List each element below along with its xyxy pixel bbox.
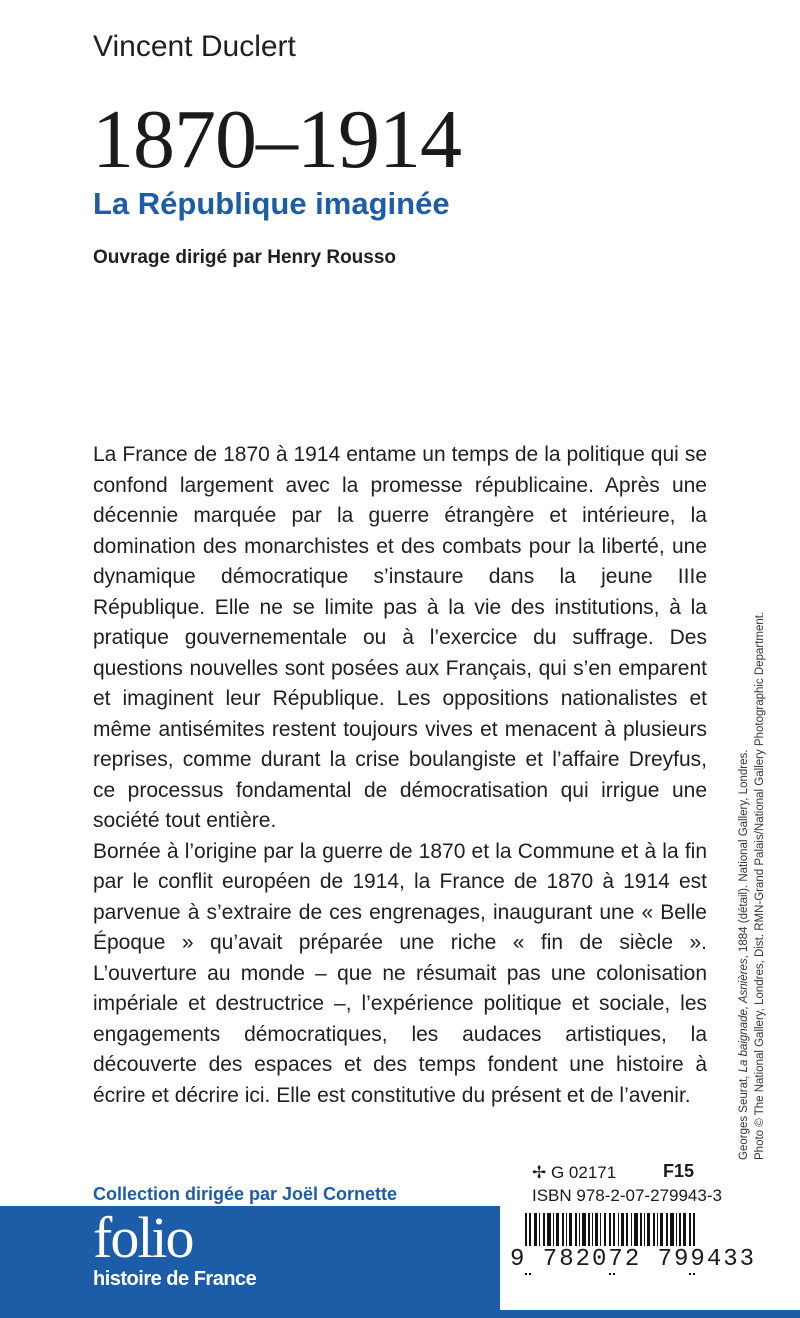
pen-icon: ✢ <box>532 1163 547 1182</box>
product-code-text: G 02171 <box>550 1163 617 1182</box>
back-cover-blurb <box>93 440 707 1111</box>
painting-title: La baignade, Asnières <box>738 958 750 1073</box>
credit-line: Photo © The National Gallery, Londres, Dist. RMN-Grand Palais/National Gallery Photographic Department. <box>754 611 766 1160</box>
credit-line <box>736 500 752 1160</box>
book-title-dates: 1870–1914 <box>92 93 461 186</box>
credit-text: Georges Seurat, <box>738 1072 750 1160</box>
blurb-paragraph: Bornée à l’origine par la guerre de 1870 et la Commune et à la fin par le conflit européen de 1914, la France de 1870 à 1914 est parvenue à s’extraire de ces engrenages, inaugurant une « Belle Époque » qu’avait préparée une riche « fin de siècle ». L’ouverture au monde – que ne résumait pas une colonisation impériale et destructrice –, l’expérience politique et sociale, les engagements démocratiques, les audaces artistiques, la découverte des espaces et des temps fondent une histoire à écrire et décrire ici. Elle est constitutive du présent et de l’avenir. <box>93 839 707 1107</box>
series-director: Ouvrage dirigé par Henry Rousso <box>93 247 397 268</box>
book-subtitle: La République imaginée <box>93 186 450 221</box>
isbn-number: ISBN 978-2-07-279943-3 <box>532 1186 722 1205</box>
collection-director: Collection dirigée par Joël Cornette <box>93 1184 398 1204</box>
series-name: histoire de France <box>93 1268 257 1290</box>
author-name: Vincent Duclert <box>93 30 296 63</box>
price-code: F15 <box>663 1161 695 1181</box>
folio-logo: folio <box>93 1205 193 1270</box>
blurb-paragraph: La France de 1870 à 1914 entame un temps de la politique qui se confond largement avec la promesse républicaine. Après une décennie marquée par la guerre étrangère et intérieure, la domination des monarchistes et des combats pour la liberté, une dynamique démocratique s’instaure dans la jeune IIIe République. Elle ne se limite pas à la vie des institutions, à la pratique gouvernementale ou à l’exercice du suffrage. Des questions nouvelles sont posées aux Français, qui s’en emparent et imaginent leur République. Les oppositions nationalistes et même antisémites restent toujours vives et menacent à plusieurs reprises, comme durant la crise boulangiste et l’affaire Dreyfus, ce processus fondamental de démocratisation qui irrigue une société tout entière. <box>93 443 707 832</box>
ean-digits: 9 782072 799433 <box>510 1246 757 1273</box>
credit-text: , 1884 (détail). National Gallery, Londres. <box>738 749 750 959</box>
product-code <box>532 1163 616 1183</box>
image-credits <box>736 500 768 1160</box>
